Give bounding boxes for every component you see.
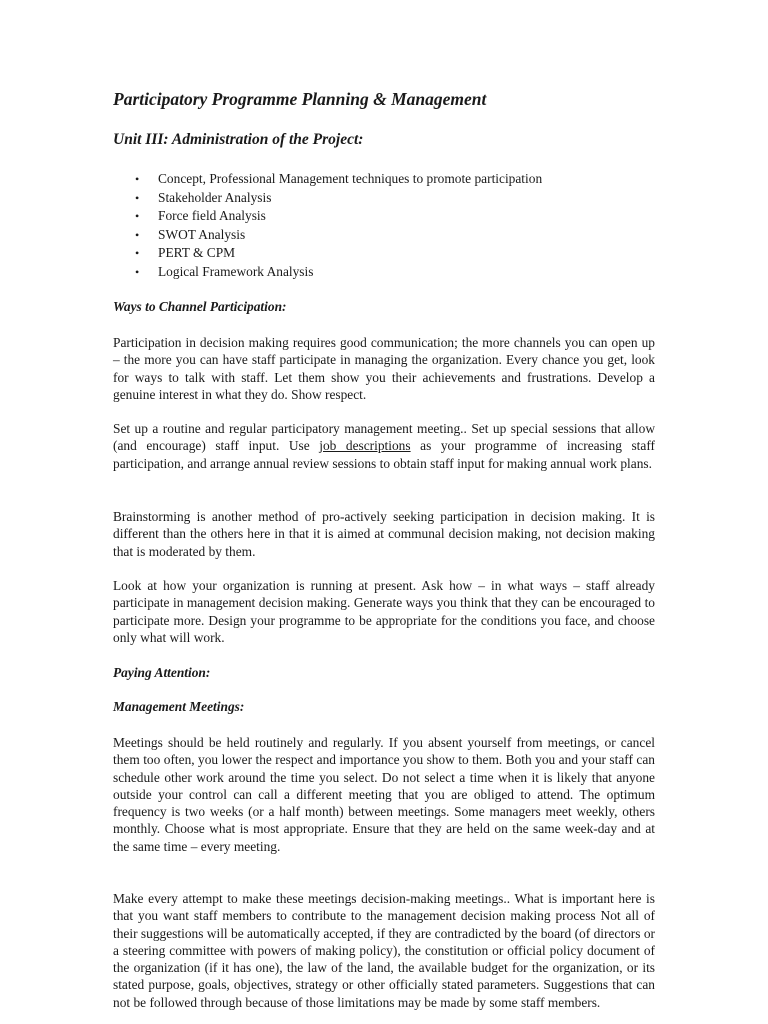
paragraph-text: as your programme of increasing staff participation, and arrange annual review sessions to obtain staff input for making annual work plans. (113, 438, 655, 471)
bullet-icon: • (135, 209, 140, 224)
paragraph-meetings-intro (113, 420, 655, 472)
list-item (113, 244, 542, 263)
attention-heading: Paying Attention: (113, 665, 211, 680)
list-item (113, 207, 542, 226)
topic-list (113, 170, 542, 282)
paragraph-decision-meetings: Make every attempt to make these meetings decision-making meetings.. What is important here is that you want staff members to contribute to the management decision making process Not all of their suggestions will be automatically accepted, if they are contradicted by the board (of directors or a steering committee with powers of making policy), the constitution or official policy document of the organization (if it has one), the law of the land, the available budget for the organization, or its stated purpose, goals, objectives, strategy or other officially stated parameters. Suggestions that can not be followed through because of those limitations may be made by some staff members. (113, 891, 655, 1010)
list-item (113, 263, 542, 282)
paragraph-current-state: Look at how your organization is running at present. Ask how – in what ways – staff already participate in management decision making. Generate ways you think that they can be encouraged to participate more. Design your programme to be appropriate for the conditions you face, and choose only what will work. (113, 578, 655, 645)
bullet-icon: • (135, 264, 140, 279)
unit-title: Unit III: Administration of the Project: (113, 131, 364, 148)
job-descriptions-link[interactable]: job descriptions (319, 438, 411, 454)
document-title: Participatory Programme Planning & Management (113, 89, 487, 109)
bullet-icon: • (135, 246, 140, 261)
list-item-text: Logical Framework Analysis (158, 263, 314, 279)
paragraph-text: Set up a routine and regular participatory management meeting.. Set up special sessions that allow (and encourage) staff input. Use (113, 421, 655, 454)
list-item-text: Concept, Professional Management techniques to promote participation (158, 171, 543, 186)
bullet-icon: • (135, 172, 140, 186)
list-item (113, 170, 542, 189)
paragraph-meeting-schedule: Meetings should be held routinely and regularly. If you absent yourself from meetings, or cancel them too often, you lower the respect and importance you show to them. Both you and your staff can schedule other work around the time you select. Do not select a time when it is likely that anyone outside your control can call a different meeting that you are obliged to attend. The optimum frequency is two weeks (or a half month) between meetings. Some managers meet weekly, others monthly. Choose what is most appropriate. Ensure that they are held on the same week-day and at the same time – every meeting. (113, 735, 655, 854)
ways-heading: Ways to Channel Participation: (113, 299, 287, 314)
list-item (113, 226, 542, 245)
paragraph-brainstorming: Brainstorming is another method of pro-actively seeking participation in decision making. It is different than the others here in that it is aimed at communal decision making, not decision making that is moderated by them. (113, 509, 655, 559)
list-item-text: Force field Analysis (158, 208, 266, 224)
list-item-text: Stakeholder Analysis (158, 189, 272, 205)
list-item-text: SWOT Analysis (158, 226, 246, 242)
meetings-heading: Management Meetings: (113, 699, 245, 714)
bullet-icon: • (135, 190, 140, 205)
list-item-text: PERT & CPM (158, 245, 236, 261)
paragraph-communication: Participation in decision making requires good communication; the more channels you can open up – the more you can have staff participate in managing the organization. Every chance you get, look for ways to talk with staff. Let them show you their achievements and frustrations. Develop a genuine interest in what they do. Show respect. (113, 335, 655, 402)
list-item (113, 189, 542, 208)
bullet-icon: • (135, 227, 140, 242)
